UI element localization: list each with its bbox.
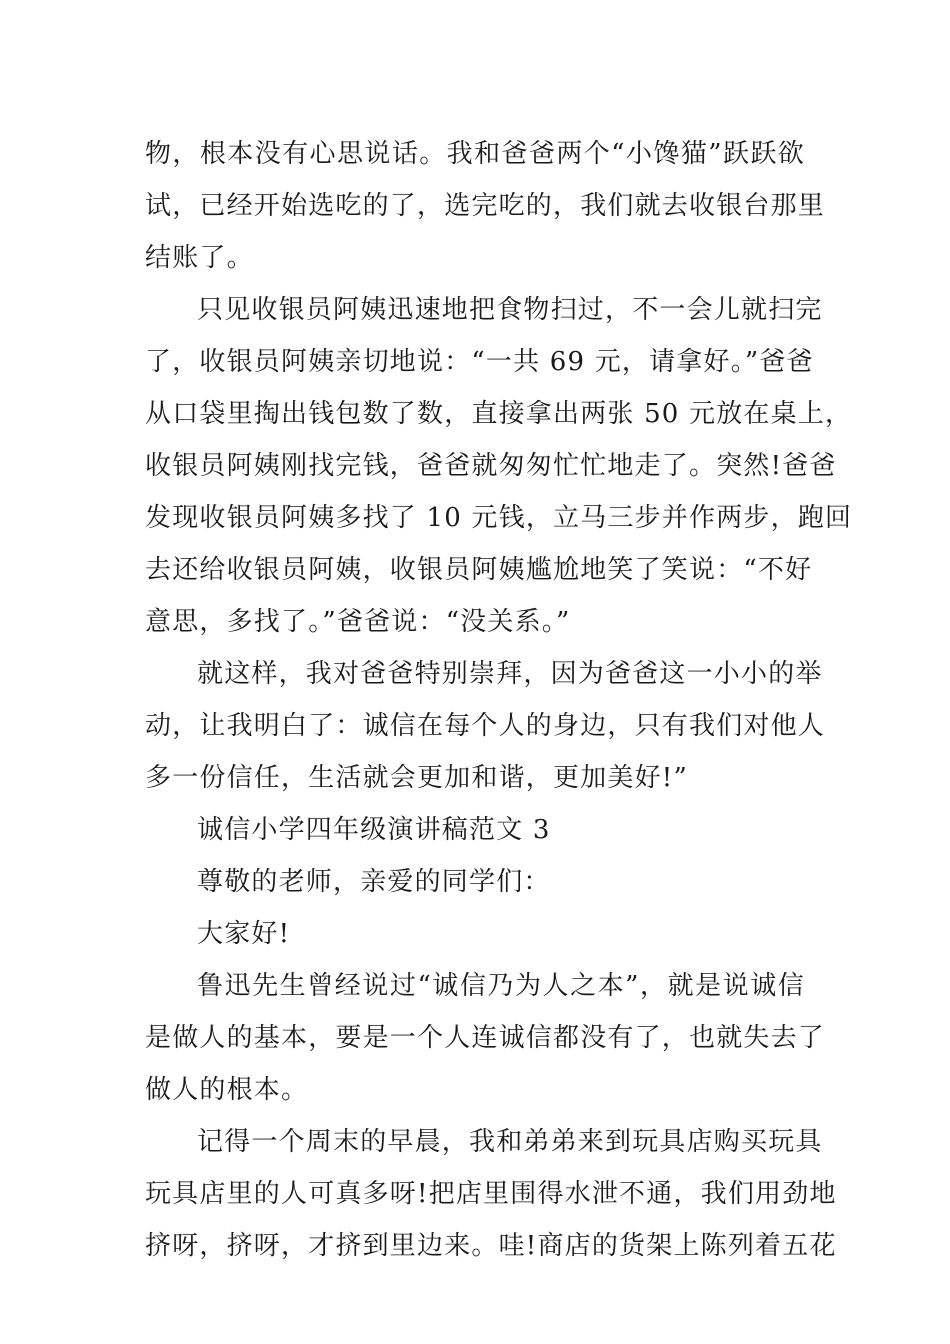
paragraph-first-line: 记得一个周末的早晨，我和弟弟来到玩具店购买玩具 bbox=[197, 1127, 823, 1157]
salutation: 尊敬的老师，亲爱的同学们： bbox=[197, 867, 551, 897]
text-line: 试，已经开始选吃的了，选完吃的，我们就去收银台那里 bbox=[145, 191, 826, 221]
text-line: 了，收银员阿姨亲切地说：“一共 69 元，请拿好。”爸爸 bbox=[145, 347, 814, 377]
text-line: 挤呀，挤呀，才挤到里边来。哇!商店的货架上陈列着五花 bbox=[145, 1231, 837, 1261]
text-line: 结账了。 bbox=[145, 243, 254, 273]
paragraph-first-line: 就这样，我对爸爸特别崇拜，因为爸爸这一小小的举 bbox=[197, 659, 823, 689]
greeting: 大家好! bbox=[197, 919, 291, 949]
text-line: 物，根本没有心思说话。我和爸爸两个“小馋猫”跃跃欲 bbox=[145, 139, 805, 169]
text-line: 做人的根本。 bbox=[145, 1075, 309, 1105]
text-line: 收银员阿姨刚找完钱，爸爸就匆匆忙忙地走了。突然!爸爸 bbox=[145, 451, 837, 481]
text-line: 发现收银员阿姨多找了 10 元钱，立马三步并作两步，跑回 bbox=[145, 503, 853, 533]
paragraph-first-line: 只见收银员阿姨迅速地把食物扫过，不一会儿就扫完 bbox=[197, 295, 823, 325]
text-line: 玩具店里的人可真多呀!把店里围得水泄不通，我们用劲地 bbox=[145, 1179, 837, 1209]
text-line: 从口袋里掏出钱包数了数，直接拿出两张 50 元放在桌上， bbox=[145, 399, 853, 429]
text-line: 是做人的基本，要是一个人连诚信都没有了，也就失去了 bbox=[145, 1023, 826, 1053]
document-body bbox=[145, 128, 853, 1272]
text-line: 动，让我明白了：诚信在每个人的身边，只有我们对他人 bbox=[145, 711, 826, 741]
text-line: 多一份信任，生活就会更加和谐，更加美好!” bbox=[145, 763, 688, 793]
text-line: 意思，多找了。”爸爸说：“没关系。” bbox=[145, 607, 571, 637]
paragraph-first-line: 鲁迅先生曾经说过“诚信乃为人之本”，就是说诚信 bbox=[197, 971, 805, 1001]
section-title: 诚信小学四年级演讲稿范文 3 bbox=[197, 815, 551, 845]
text-line: 去还给收银员阿姨，收银员阿姨尴尬地笑了笑说：“不好 bbox=[145, 555, 813, 585]
